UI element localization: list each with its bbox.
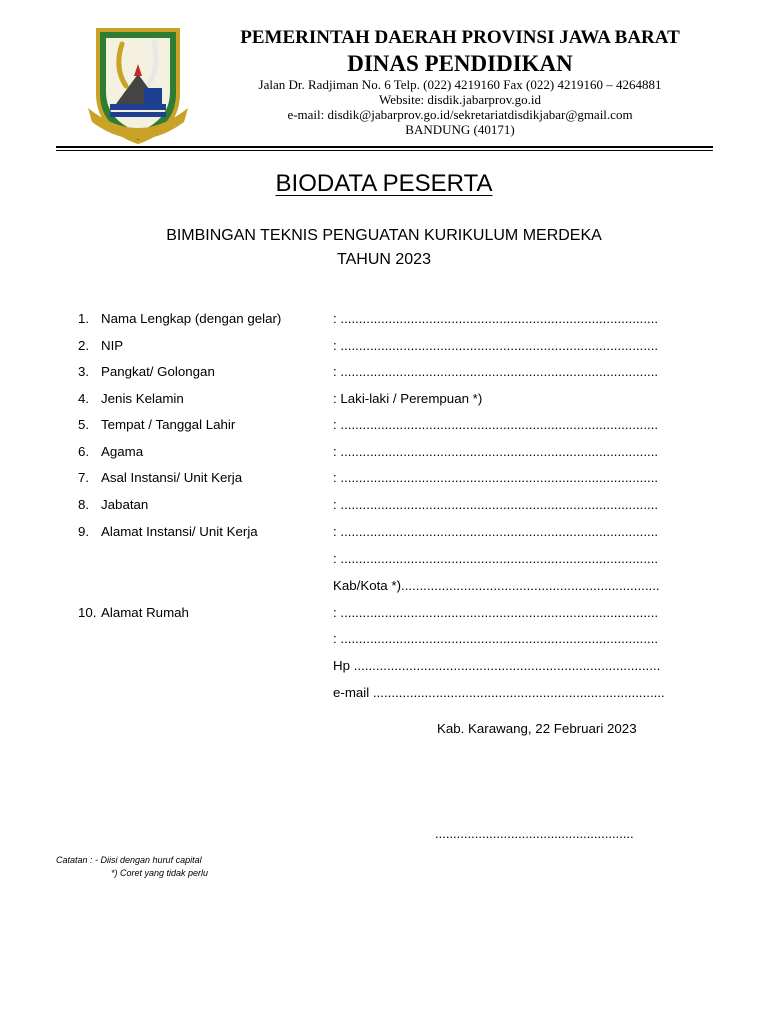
field-number: 7. — [78, 470, 90, 485]
header-agency-name: DINAS PENDIDIKAN — [347, 51, 573, 76]
field-value-line: Kab/Kota *)...................................................................... — [333, 578, 660, 593]
field-label: Asal Instansi/ Unit Kerja — [101, 470, 243, 485]
field-value-line: : ...................................................................................... — [333, 417, 659, 432]
header-email: e-mail: disdik@jabarprov.go.id/sekretariatdisdikjabar@gmail.com — [287, 107, 633, 122]
field-value-line: : ...................................................................................... — [333, 311, 659, 326]
field-label: Jabatan — [101, 497, 149, 512]
field-number: 1. — [78, 311, 90, 326]
field-number: 6. — [78, 444, 90, 459]
signature-line: ....................................................... — [435, 826, 634, 841]
field-value-line: : ...................................................................................... — [333, 524, 659, 539]
field-value-line: : Laki-laki / Perempuan *) — [333, 391, 483, 406]
header-divider-thin — [56, 150, 713, 151]
field-value-line: : ...................................................................................... — [333, 444, 659, 459]
header-government-name: PEMERINTAH DAERAH PROVINSI JAWA BARAT — [240, 27, 680, 48]
field-value-line: : ...................................................................................... — [333, 470, 659, 485]
field-number: 3. — [78, 364, 90, 379]
document-subtitle-line1: BIMBINGAN TEKNIS PENGUATAN KURIKULUM MERDEKA — [166, 227, 602, 244]
field-label: Nama Lengkap (dengan gelar) — [101, 311, 282, 326]
field-label: Tempat / Tanggal Lahir — [101, 417, 236, 432]
note-line1: Catatan : - Diisi dengan huruf capital — [56, 855, 202, 865]
note-line2: *) Coret yang tidak perlu — [111, 868, 209, 878]
field-value-line: : ...................................................................................... — [333, 551, 659, 566]
west-java-emblem-logo — [86, 24, 190, 148]
header-address: Jalan Dr. Radjiman No. 6 Telp. (022) 4219160 Fax (022) 4219160 – 4264881 — [258, 77, 662, 92]
field-number: 9. — [78, 524, 90, 539]
field-label: Jenis Kelamin — [101, 391, 184, 406]
field-value-line: e-mail ............................................................................... — [333, 685, 665, 700]
field-number: 2. — [78, 338, 90, 353]
field-value-line: Hp ................................................................................... — [333, 658, 661, 673]
header-website: Website: disdik.jabarprov.go.id — [378, 92, 542, 107]
header-city: BANDUNG (40171) — [405, 122, 515, 137]
document-title: BIODATA PESERTA — [275, 170, 493, 197]
field-value-line: : ...................................................................................... — [333, 497, 659, 512]
field-number: 8. — [78, 497, 90, 512]
field-value-line: : ...................................................................................... — [333, 364, 659, 379]
field-value-line: : ...................................................................................... — [333, 631, 659, 646]
field-number: 4. — [78, 391, 90, 406]
field-label: Pangkat/ Golongan — [101, 364, 215, 379]
field-number: 10. — [78, 605, 97, 620]
document-subtitle-line2: TAHUN 2023 — [337, 251, 431, 268]
field-value-line: : ...................................................................................... — [333, 338, 659, 353]
field-label: Alamat Rumah — [101, 605, 189, 620]
place-date: Kab. Karawang, 22 Februari 2023 — [437, 721, 637, 736]
field-label: Agama — [101, 444, 144, 459]
field-value-line: : ...................................................................................... — [333, 605, 659, 620]
header-divider-thick — [56, 146, 713, 148]
field-label: Alamat Instansi/ Unit Kerja — [101, 524, 258, 539]
field-number: 5. — [78, 417, 90, 432]
field-label: NIP — [101, 338, 124, 353]
